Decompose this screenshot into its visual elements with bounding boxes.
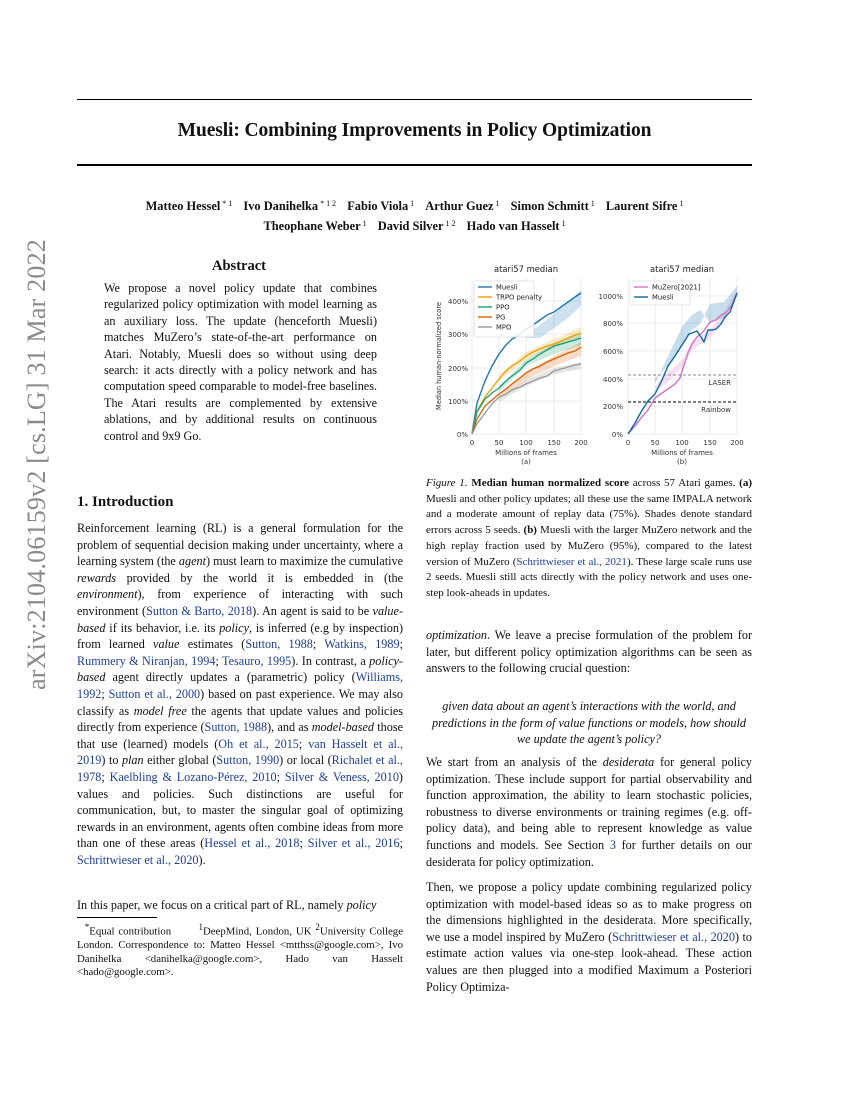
svg-text:Muesli: Muesli: [652, 293, 674, 302]
citation-link[interactable]: Tesauro, 1995: [222, 653, 292, 668]
svg-text:600%: 600%: [602, 348, 623, 356]
svg-text:300%: 300%: [447, 331, 468, 339]
svg-text:TRPO penalty: TRPO penalty: [496, 293, 543, 302]
svg-text:400%: 400%: [447, 298, 468, 306]
key-question-quote: given data about an agent’s interactions with the world, and predictions in the form of value functions or models, how should we update the agent’s policy?: [431, 699, 747, 747]
author: Hado van Hasselt $^1$: [466, 219, 566, 233]
svg-text:800%: 800%: [602, 320, 623, 328]
citation-link[interactable]: Hessel et al., 2018: [204, 836, 300, 851]
footnote-rule: [77, 917, 157, 918]
citation-link[interactable]: Sutton et al., 2000: [108, 686, 201, 701]
citation-link[interactable]: Kaelbling & Lozano-Pérez, 2010: [109, 769, 277, 784]
figure-1-caption: Figure 1. Median human normalized score across 57 Atari games. (a) Muesli and other policy updates; all these use the same IMPALA network and a moderate amount of replay data (75%). Shades denote standard errors across 5 seeds. (b) Muesli with the larger MuZero network and the high replay fraction used by MuZero (95%), compared to the latest version of MuZero (Schrittwieser et al., 2021). These large scale runs use 2 seeds. Muesli still acts directly with the policy network and uses one-step look-aheads in updates.: [426, 477, 752, 599]
intro-paragraph-2-start: In this paper, we focus on a critical part of RL, namely policy: [77, 898, 377, 912]
svg-text:0%: 0%: [456, 431, 468, 439]
svg-text:100%: 100%: [447, 398, 468, 406]
svg-text:50: 50: [494, 439, 504, 447]
author: Arthur Guez $^1$: [425, 199, 500, 213]
chart-b-xticks: [626, 439, 744, 447]
intro-paragraph-4: Then, we propose a policy update combining regularized policy optimization with model-based ideas so as to make progress on the dimensions highlighted in the desiderata. More specifically, we use a model inspired by MuZero (Schrittwieser et al., 2020) to estimate action values via one-step look-ahead. These action values are then plugged into a modified Maximum a Posteriori Policy Optimiza-: [426, 880, 752, 994]
section-heading-introduction: 1. Introduction: [77, 494, 174, 510]
citation-link[interactable]: Schrittwieser et al., 2021: [516, 555, 627, 568]
figure-1b-chart: [595, 258, 760, 473]
chart-a-xticks: [470, 439, 588, 447]
svg-text:100: 100: [519, 439, 533, 447]
citation-link[interactable]: Schrittwieser et al., 2020: [612, 929, 735, 944]
author: Ivo Danihelka $^{* 1 2}$: [243, 199, 337, 213]
svg-text:150: 150: [703, 439, 717, 447]
chart-b-title: atari57 median: [649, 264, 715, 274]
citation-link[interactable]: Watkins, 1989: [324, 637, 400, 652]
abstract-heading: Abstract: [212, 258, 266, 274]
abstract-text: We propose a novel policy update that combines regularized policy optimization with model learning as an auxiliary loss. The update (henceforth Muesli) matches MuZero’s state-of-the-art performance on Atari. Notably, Muesli does so without using deep search: it acts directly with a policy network and has computation speed comparable to model-free baselines. The Atari results are complemented by extensive ablations, and by additional results on continuous control and 9x9 Go.: [104, 281, 377, 443]
citation-link[interactable]: Rummery & Niranjan, 1994: [77, 653, 216, 668]
svg-text:0: 0: [625, 439, 631, 447]
svg-text:Rainbow: Rainbow: [701, 406, 731, 414]
svg-text:0: 0: [469, 439, 475, 447]
figure-1a-chart: [430, 258, 595, 473]
chart-a-yticks: [448, 298, 468, 439]
chart-a-title: atari57 median: [493, 264, 559, 274]
citation-link[interactable]: Sutton, 1988: [245, 637, 313, 652]
svg-text:200%: 200%: [447, 365, 468, 373]
section-link[interactable]: 3: [609, 837, 616, 852]
chart-b-yticks: [599, 293, 624, 439]
svg-text:(b): (b): [677, 458, 687, 466]
author-list: [77, 195, 752, 235]
top-rule: [77, 99, 752, 100]
svg-text:MPO: MPO: [496, 323, 512, 332]
intro-paragraph-1: Reinforcement learning (RL) is a general formulation for the problem of sequential decision making under uncertainty, where a learning system (the agent) must learn to maximize the cumulative rewards provided by the world it is embedded in (the environment), from experience of interacting with such environment (Sutton & Barto, 2018). An agent is said to be value-based if its behavior, i.e. its policy, is inferred (e.g by inspection) from learned value estimates (Sutton, 1988; Watkins, 1989; Rummery & Niranjan, 1994; Tesauro, 1995). In contrast, a policy-based agent directly updates a (parametric) policy (Williams, 1992; Sutton et al., 2000) based on past experience. We may also classify as model free the agents that update values and policies directly from experience (Sutton, 1988), and as model-based those that use (learned) models (Oh et al., 2015; van Hasselt et al., 2019) to plan either global (Sutton, 1990) or local (Richalet et al., 1978; Kaelbling & Lozano-Pérez, 2010; Silver & Veness, 2010) values and policies. Such distinctions are useful for communication, but, to master the singular goal of optimizing rewards in an environment, agents often combine ideas from more than one of these areas (Hessel et al., 2018; Silver et al., 2016; Schrittwieser et al., 2020).: [77, 521, 404, 867]
svg-text:Median human-normalized score: Median human-normalized score: [435, 302, 443, 410]
citation-link[interactable]: Sutton, 1988: [204, 720, 268, 735]
svg-text:100: 100: [675, 439, 689, 447]
svg-text:0%: 0%: [611, 431, 623, 439]
citation-link[interactable]: Oh et al., 2015: [218, 736, 299, 751]
svg-text:(a): (a): [521, 458, 531, 466]
author: Simon Schmitt $^1$: [510, 199, 595, 213]
author: Theophane Weber $^1$: [263, 219, 367, 233]
svg-text:LASER: LASER: [708, 379, 731, 387]
chart-a-legend: [474, 281, 542, 337]
intro-paragraph-3: We start from an analysis of the desiderata for general policy optimization. These include support for partial observability and function approximation, the ability to learn stochastic policies, robustness to diverse environments or training regimes (e.g. off-policy data), and being able to represent knowledge as value functions and models. See Section 3 for further details on our desiderata for policy optimization.: [426, 755, 752, 869]
svg-text:200: 200: [730, 439, 744, 447]
arxiv-stamp: arXiv:2104.06159v2 [cs.LG] 31 Mar 2022: [22, 239, 51, 690]
svg-text:MuZero[2021]: MuZero[2021]: [652, 283, 701, 292]
title-rule: [77, 164, 752, 166]
author: Matteo Hessel $^{* 1}$: [145, 199, 233, 213]
svg-text:200: 200: [574, 439, 588, 447]
citation-link[interactable]: Richalet et al., 1978: [77, 753, 403, 784]
svg-text:Millions of frames: Millions of frames: [651, 449, 713, 457]
citation-link[interactable]: Silver et al., 2016: [307, 836, 400, 851]
citation-link[interactable]: Silver & Veness, 2010: [284, 769, 399, 784]
citation-link[interactable]: Sutton & Barto, 2018: [146, 603, 253, 618]
svg-text:150: 150: [547, 439, 561, 447]
author: Fabio Viola $^1$: [347, 199, 415, 213]
footnote: *Equal contribution $^1$DeepMind, London, UK $^2$University College London. Correspondence to: Matteo Hessel <mtthss@google.com>, Ivo Danihelka <danihelka@google.com>, Hado van Hasselt <hado@google.com>.: [77, 922, 403, 979]
svg-text:PG: PG: [496, 313, 506, 322]
author: David Silver $^{1 2}$: [377, 219, 456, 233]
chart-b-legend: [630, 281, 701, 305]
citation-link[interactable]: Williams, 1992: [77, 670, 403, 701]
svg-text:PPO: PPO: [496, 303, 510, 312]
author: Laurent Sifre $^1$: [605, 199, 684, 213]
paper-title: Muesli: Combining Improvements in Policy Optimization: [177, 120, 652, 141]
citation-link[interactable]: van Hasselt et al., 2019: [77, 736, 403, 768]
svg-text:Muesli: Muesli: [496, 283, 518, 292]
svg-text:50: 50: [650, 439, 660, 447]
citation-link[interactable]: Schrittwieser et al., 2020: [77, 852, 199, 867]
svg-text:Millions of frames: Millions of frames: [495, 449, 557, 457]
svg-text:200%: 200%: [602, 403, 623, 411]
svg-text:1000%: 1000%: [598, 293, 623, 301]
citation-link[interactable]: Sutton, 1990: [216, 753, 280, 768]
svg-text:400%: 400%: [602, 376, 623, 384]
intro-paragraph-2-continued: optimization. We leave a precise formulation of the problem for later, but different policy optimization algorithms can be seen as answers to the following crucial question:: [426, 628, 752, 676]
